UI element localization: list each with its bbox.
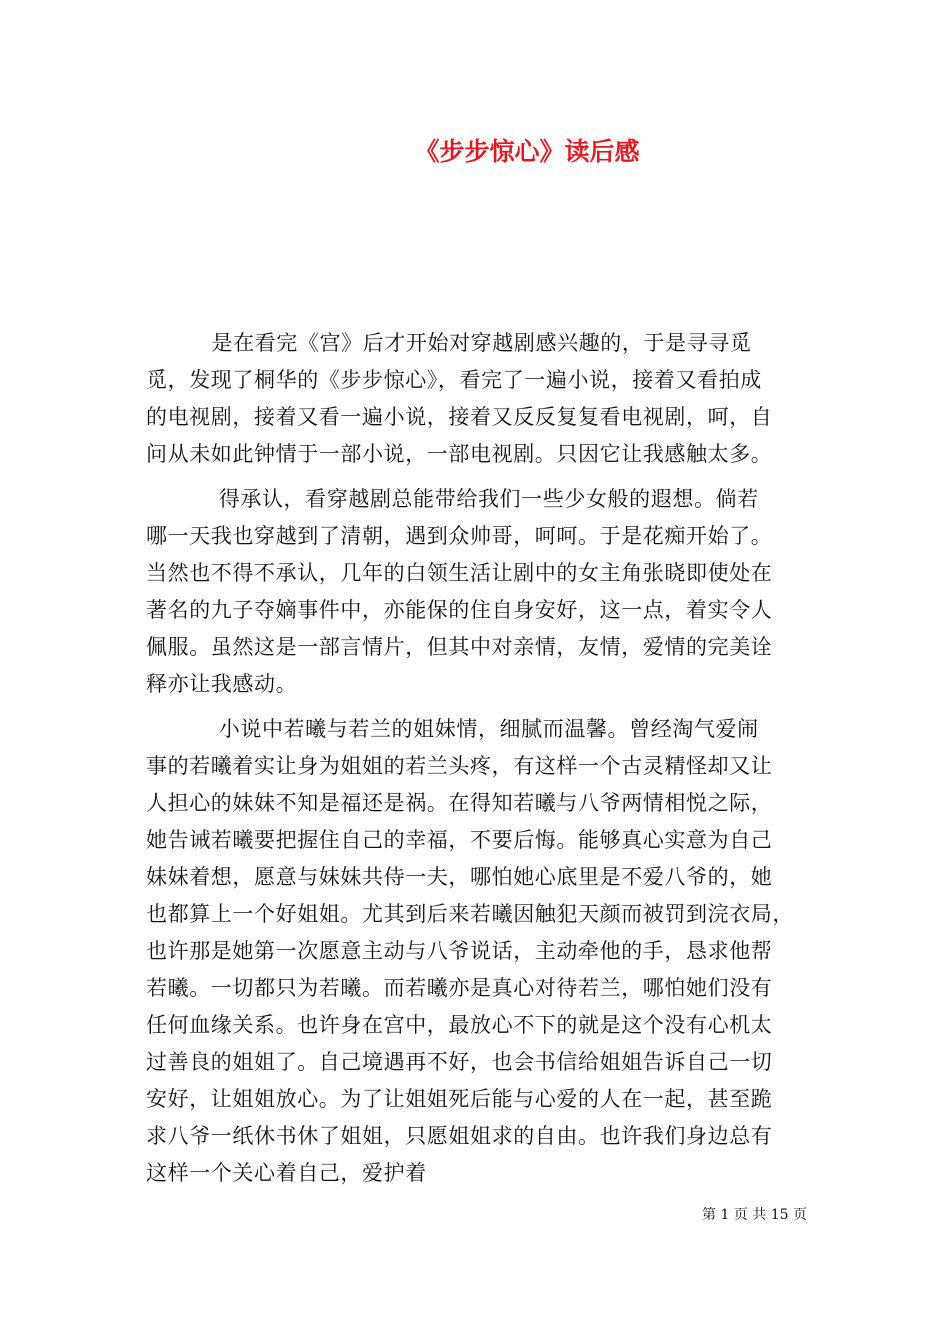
- text-line: 这样一个关心着自己，爱护着: [146, 1161, 427, 1185]
- text-line: 是在看完《宫》后才开始对穿越剧感兴趣的，于是寻寻觅: [146, 331, 752, 355]
- text-line: 当然也不得不承认，几年的白领生活让剧中的女主角张晓即使处在: [146, 561, 773, 585]
- page-number-footer: 第 1 页 共 15 页: [702, 1207, 807, 1223]
- text-line: 人担心的妹妹不知是福还是祸。在得知若曦与八爷两情相悦之际，: [146, 791, 773, 815]
- text-line: 妹妹着想，愿意与妹妹共侍一夫，哪怕她心底里是不爱八爷的，她: [146, 865, 773, 889]
- document-body: [146, 325, 808, 1192]
- text-line: 哪一天我也穿越到了清朝，遇到众帅哥，呵呵。于是花痴开始了。: [146, 524, 773, 548]
- text-line: 小说中若曦与若兰的姐妹情，细腻而温馨。曾经淘气爱闹: [146, 717, 759, 741]
- text-line: 也都算上一个好姐姐。尤其到后来若曦因触犯天颜而被罚到浣衣局，: [146, 902, 794, 926]
- text-line: 事的若曦着实让身为姐姐的若兰头疼，有这样一个古灵精怪却又让: [146, 754, 773, 778]
- text-line: 安好，让姐姐放心。为了让姐姐死后能与心爱的人在一起，甚至跪: [146, 1087, 773, 1111]
- text-line: 得承认，看穿越剧总能带给我们一些少女般的遐想。倘若: [146, 487, 759, 511]
- document-title: 《步步惊心》读后感: [414, 137, 640, 166]
- paragraph-1: [146, 325, 808, 473]
- text-line: 觅，发现了桐华的《步步惊心》，看完了一遍小说，接着又看拍成: [146, 368, 762, 392]
- text-line: 著名的九子夺嫡事件中，亦能保的住自身安好，这一点，着实令人: [146, 598, 773, 622]
- text-line: 佩服。虽然这是一部言情片，但其中对亲情，友情，爱情的完美诠: [146, 635, 773, 659]
- text-line: 也许那是她第一次愿意主动与八爷说话，主动牵他的手，恳求他帮: [146, 939, 773, 963]
- text-line: 过善良的姐姐了。自己境遇再不好，也会书信给姐姐告诉自己一切: [146, 1050, 773, 1074]
- text-line: 求八爷一纸休书休了姐姐，只愿姐姐求的自由。也许我们身边总有: [146, 1124, 773, 1148]
- text-line: 释亦让我感动。: [146, 672, 298, 696]
- text-line: 她告诫若曦要把握住自己的幸福，不要后悔。能够真心实意为自己: [146, 828, 773, 852]
- text-line: 的电视剧，接着又看一遍小说，接着又反反复复看电视剧，呵，自: [146, 405, 773, 429]
- text-line: 问从未如此钟情于一部小说，一部电视剧。只因它让我感触太多。: [146, 442, 773, 466]
- text-line: 任何血缘关系。也许身在宫中，最放心不下的就是这个没有心机太: [146, 1013, 773, 1037]
- text-line: 若曦。一切都只为若曦。而若曦亦是真心对待若兰，哪怕她们没有: [146, 976, 773, 1000]
- paragraph-gap: [146, 473, 808, 481]
- paragraph-3: [146, 711, 808, 1192]
- paragraph-2: [146, 481, 808, 703]
- paragraph-gap: [146, 703, 808, 711]
